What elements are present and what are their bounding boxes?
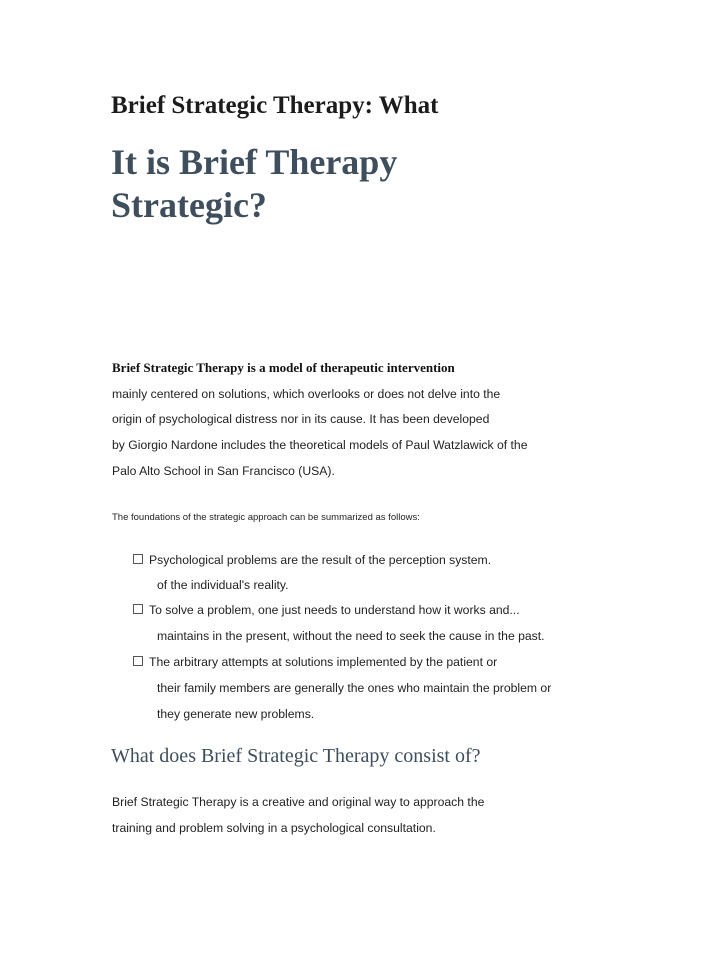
bullet-item-1	[133, 552, 491, 568]
foundations-intro: The foundations of the strategic approach can be summarized as follows:	[112, 512, 420, 523]
bullet-1-continuation: of the individual's reality.	[157, 578, 289, 592]
bullet-2-continuation: maintains in the present, without the need to seek the cause in the past.	[157, 629, 545, 643]
bullet-3-text: The arbitrary attempts at solutions implemented by the patient or	[149, 655, 498, 669]
bullet-1-text: Psychological problems are the result of the perception system.	[149, 553, 492, 567]
bullet-item-3	[133, 654, 497, 670]
bullet-3-continuation-2: they generate new problems.	[157, 707, 315, 721]
bullet-2-text: To solve a problem, one just needs to understand how it works and...	[149, 603, 520, 617]
intro-line-1: mainly centered on solutions, which overlooks or does not delve into the	[112, 387, 501, 401]
intro-line-3: by Giorgio Nardone includes the theoretical models of Paul Watzlawick of the	[112, 438, 528, 452]
bullet-item-2	[133, 602, 520, 618]
section-heading: What does Brief Strategic Therapy consist of?	[111, 745, 481, 767]
document-main-title	[111, 141, 397, 227]
document-title-line1: Brief Strategic Therapy: What	[111, 92, 439, 119]
intro-line-4: Palo Alto School in San Francisco (USA).	[112, 464, 335, 478]
section2-line-1: Brief Strategic Therapy is a creative and original way to approach the	[112, 795, 485, 809]
checkbox-icon	[133, 604, 143, 614]
main-title-line-b: Strategic?	[111, 185, 267, 225]
intro-bold-sentence: Brief Strategic Therapy is a model of therapeutic intervention	[112, 360, 455, 375]
section2-line-2: training and problem solving in a psychological consultation.	[112, 821, 436, 835]
main-title-line-a: It is Brief Therapy	[111, 142, 398, 182]
intro-line-2: origin of psychological distress nor in its cause. It has been developed	[112, 412, 490, 426]
checkbox-icon	[133, 656, 143, 666]
bullet-3-continuation-1: their family members are generally the ones who maintain the problem or	[157, 681, 552, 695]
checkbox-icon	[133, 554, 143, 564]
